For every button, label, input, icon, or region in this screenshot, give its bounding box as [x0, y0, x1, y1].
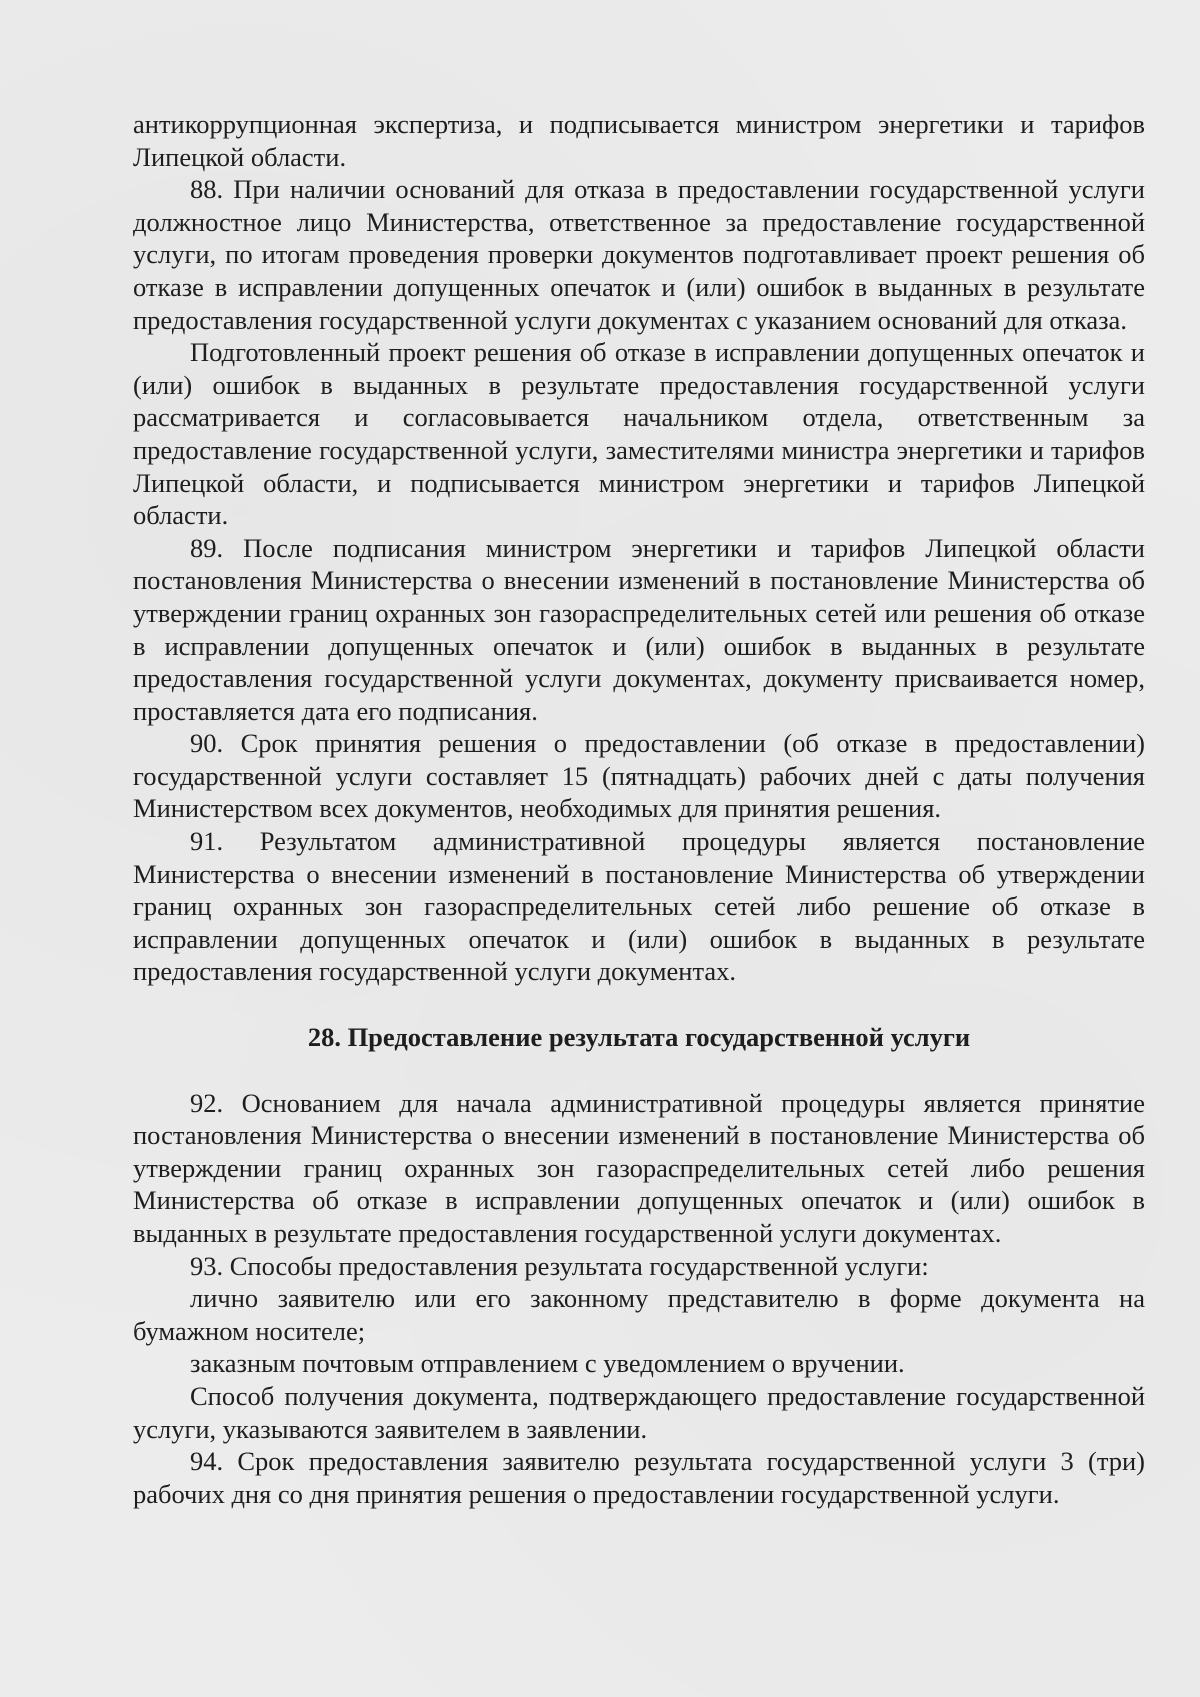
- paragraph-91: 91. Результатом административной процедуры является постановление Министерства о внесении изменений в постановление Министерства об утверждении границ охранных зон газораспределительных сетей либо решение об отказе в исправлении допущенных опечаток и (или) ошибок в выданных в результате предоставления государственной услуги документах.: [133, 826, 1145, 987]
- paragraph-93-method-personal: лично заявителю или его законному представителю в форме документа на бумажном носителе;: [133, 1283, 1145, 1346]
- paragraph-88-draft: Подготовленный проект решения об отказе в исправлении допущенных опечаток и (или) ошибок в выданных в результате предоставления государственной услуги рассматривается и согласовывается начальником отдела, ответственным за предоставление государственной услуги, заместителями министра энергетики и тарифов Липецкой области, и подписывается министром энергетики и тарифов Липецкой области.: [133, 337, 1145, 531]
- paragraph-89: 89. После подписания министром энергетики и тарифов Липецкой области постановления Министерства о внесении изменений в постановление Министерства об утверждении границ охранных зон газораспределительных сетей или решения об отказе в исправлении допущенных опечаток и (или) ошибок в выданных в результате предоставления государственной услуги документах, документу присваивается номер, проставляется дата его подписания.: [133, 532, 1145, 726]
- paragraph-93-method-mail: заказным почтовым отправлением с уведомлением о вручении.: [190, 1348, 905, 1379]
- paragraph-94: 94. Срок предоставления заявителю результата государственной услуги 3 (три) рабочих дня со дня принятия решения о предоставлении государственной услуги.: [133, 1446, 1145, 1509]
- paragraph-93-method-choice: Способ получения документа, подтверждающего предоставление государственной услуги, указываются заявителем в заявлении.: [133, 1380, 1145, 1444]
- section-heading: 28. Предоставление результата государственной услуги: [307, 1022, 971, 1053]
- paragraph-continuation: антикоррупционная экспертиза, и подписывается министром энергетики и тарифов Липецкой области.: [133, 109, 1145, 172]
- document-body: [133, 108, 1145, 1510]
- spacer-after-heading: [133, 1054, 1145, 1087]
- paragraph-88: 88. При наличии оснований для отказа в предоставлении государственной услуги должностное лицо Министерства, ответственное за предоставление государственной услуги, по итогам проведения проверки документов подготавливает проект решения об отказе в исправлении допущенных опечаток и (или) ошибок в выданных в результате предоставления государственной услуги документах с указанием оснований для отказа.: [133, 174, 1145, 335]
- paragraph-92: 92. Основанием для начала административной процедуры является принятие постановления Министерства о внесении изменений в постановление Министерства об утверждении границ охранных зон газораспределительных сетей либо решения Министерства об отказе в исправлении допущенных опечаток и (или) ошибок в выданных в результате предоставления государственной услуги документах.: [133, 1087, 1145, 1248]
- paragraph-90: 90. Срок принятия решения о предоставлении (об отказе в предоставлении) государственной услуги составляет 15 (пятнадцать) рабочих дней с даты получения Министерством всех документов, необходимых для принятия решения.: [133, 728, 1145, 824]
- spacer-before-heading: [133, 988, 1145, 1021]
- paragraph-93: 93. Способы предоставления результата государственной услуги:: [190, 1250, 929, 1281]
